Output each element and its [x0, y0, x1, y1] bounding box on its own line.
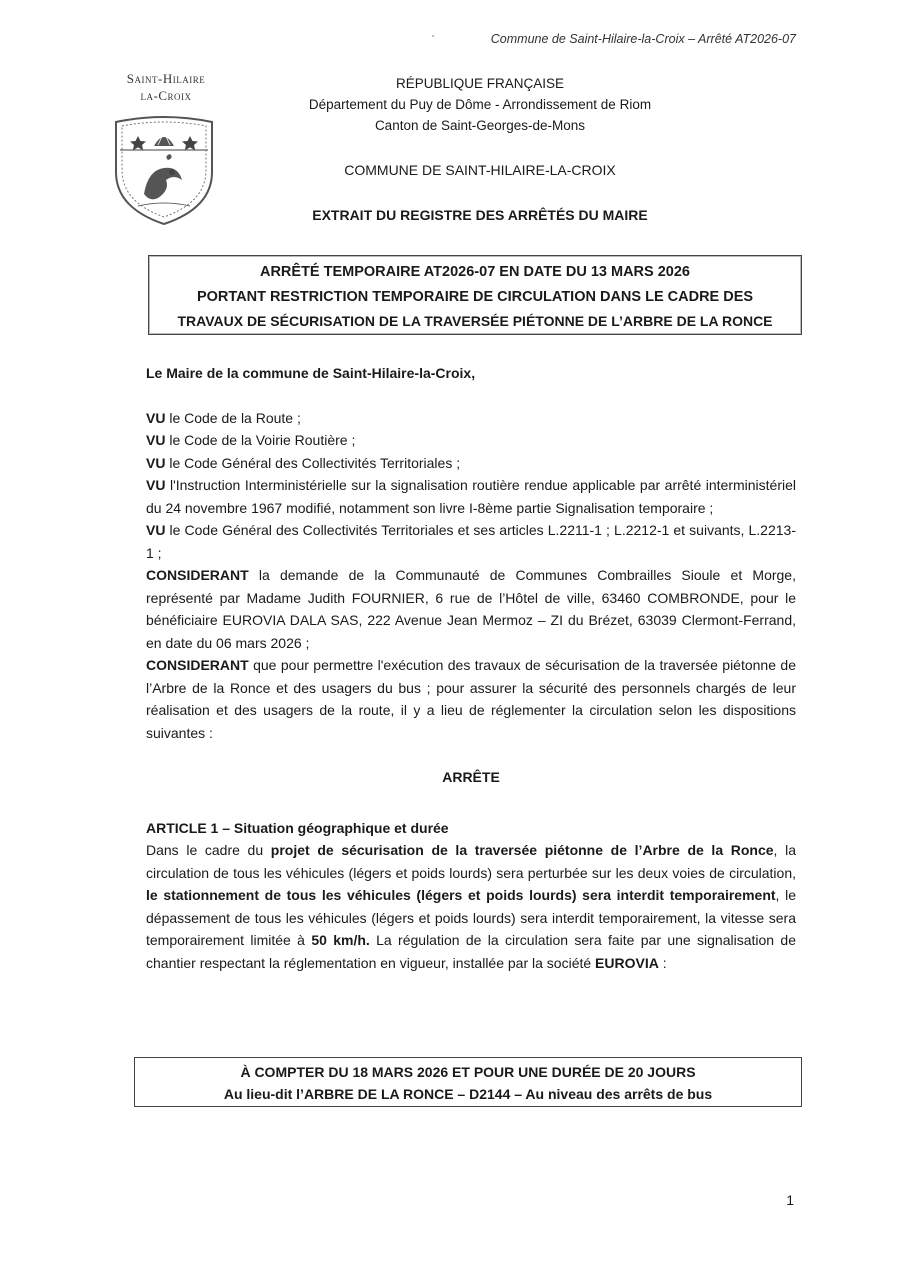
register-extract-heading: EXTRAIT DU REGISTRE DES ARRÊTÉS DU MAIRE	[312, 207, 648, 223]
coat-of-arms-caption-line2: la-Croix	[140, 88, 192, 103]
visa-item	[146, 519, 796, 564]
visa-text: le Code de la Route ;	[165, 409, 301, 426]
article1-bold-part: projet de sécurisation de la traversée piétonne de l’Arbre de la Ronce	[270, 842, 774, 858]
visa-item	[146, 407, 796, 430]
scan-speck	[432, 35, 434, 37]
running-header: Commune de Saint-Hilaire-la-Croix – Arrêté AT2026-07	[490, 32, 796, 46]
article1-text-part: , la circulation de tous les véhicules (légers et poids lourds) sera perturbée sur les deux voies de circulation,	[146, 842, 796, 881]
article1-text-part: :	[658, 954, 667, 971]
decree-title-line3: TRAVAUX DE SÉCURISATION DE LA TRAVERSÉE PIÉTONNE DE L’ARBRE DE LA RONCE	[177, 313, 773, 329]
arrete-heading: ARRÊTE	[442, 769, 500, 785]
visa-item	[146, 429, 796, 452]
coat-of-arms-caption	[96, 70, 236, 104]
article1-bold-part: le stationnement de tous les véhicules (légers et poids lourds) sera interdit temporairement	[146, 887, 776, 903]
considerant-text: que pour permettre l'exécution des travaux de sécurisation de la traversée piétonne de l’Arbre de la Ronce et des usagers du bus ; pour assurer la sécurité des personnels chargés de leur réalisation et des usagers de la route, il y a lieu de réglementer la circulation selon les dispositions suivantes :	[146, 657, 796, 741]
visa-keyword: VU	[146, 522, 166, 538]
period-box	[134, 1057, 802, 1107]
considerant-keyword: CONSIDERANT	[146, 657, 249, 673]
visa-keyword: VU	[146, 409, 166, 426]
article1-text-part: La régulation de la circulation sera faite par une signalisation de chantier respectant la réglementation en vigueur, installée par la société	[146, 932, 796, 971]
decree-title-line1: ARRÊTÉ TEMPORAIRE AT2026-07 EN DATE DU 13 MARS 2026	[259, 264, 690, 280]
considerant-keyword: CONSIDERANT	[146, 567, 249, 583]
visa-text: le Code Général des Collectivités Territoriales et ses articles L.2211-1 ; L.2212-1 et suivants, L.2213-1 ;	[146, 522, 796, 561]
coat-of-arms-caption-line1: Saint-Hilaire	[126, 71, 206, 86]
visa-keyword: VU	[146, 477, 166, 493]
visa-text: le Code de la Voirie Routière ;	[165, 432, 356, 448]
mayor-line: Le Maire de la commune de Saint-Hilaire-la-Croix,	[146, 365, 476, 381]
department-line: Département du Puy de Dôme - Arrondissement de Riom	[308, 97, 652, 112]
page-number: 1	[786, 1192, 794, 1208]
article1-text-part: Dans le cadre du	[146, 842, 271, 858]
visa-text: l'Instruction Interministérielle sur la signalisation routière rendue applicable par arrêté interministériel du 24 novembre 1967 modifié, notamment son livre I-8ème partie Signalisation temporaire ;	[146, 477, 796, 516]
article1-text	[146, 839, 796, 974]
article1-text-part: , le dépassement de tous les véhicules (légers et poids lourds) sera interdit temporairement, la vitesse sera temporairement limitée à	[146, 887, 796, 948]
considerant-item	[146, 564, 796, 654]
considerant-item	[146, 654, 796, 744]
considerant-text: la demande de la Communauté de Communes Combrailles Sioule et Morge, représenté par Madame Judith FOURNIER, 6 rue de l’Hôtel de ville, 63460 COMBRONDE, pour le bénéficiaire EUROVIA DALA SAS, 222 Avenue Jean Mermoz – ZI du Brézet, 63039 Clermont-Ferrand, en date du 06 mars 2026 ;	[146, 567, 796, 651]
visa-item	[146, 452, 796, 475]
visa-item	[146, 474, 796, 519]
article1-title: ARTICLE 1 – Situation géographique et durée	[146, 819, 449, 836]
period-line2: Au lieu-dit l’ARBRE DE LA RONCE – D2144 – Au niveau des arrêts de bus	[223, 1086, 713, 1102]
decree-body	[146, 362, 796, 974]
visa-keyword: VU	[146, 432, 166, 448]
republic-line: RÉPUBLIQUE FRANÇAISE	[395, 76, 565, 91]
article1-bold-part: EUROVIA	[595, 954, 659, 971]
visa-keyword: VU	[146, 454, 166, 471]
commune-line: COMMUNE DE SAINT-HILAIRE-LA-CROIX	[344, 162, 616, 178]
canton-line: Canton de Saint-Georges-de-Mons	[374, 118, 586, 133]
decree-title-line2: PORTANT RESTRICTION TEMPORAIRE DE CIRCULATION DANS LE CADRE DES	[196, 288, 754, 305]
period-line1: À COMPTER DU 18 MARS 2026 ET POUR UNE DURÉE DE 20 JOURS	[240, 1064, 696, 1080]
visa-text: le Code Général des Collectivités Territoriales ;	[165, 454, 461, 471]
article1-bold-part: 50 km/h.	[311, 932, 370, 948]
coat-of-arms-icon	[108, 110, 220, 228]
decree-title-box	[148, 255, 802, 335]
